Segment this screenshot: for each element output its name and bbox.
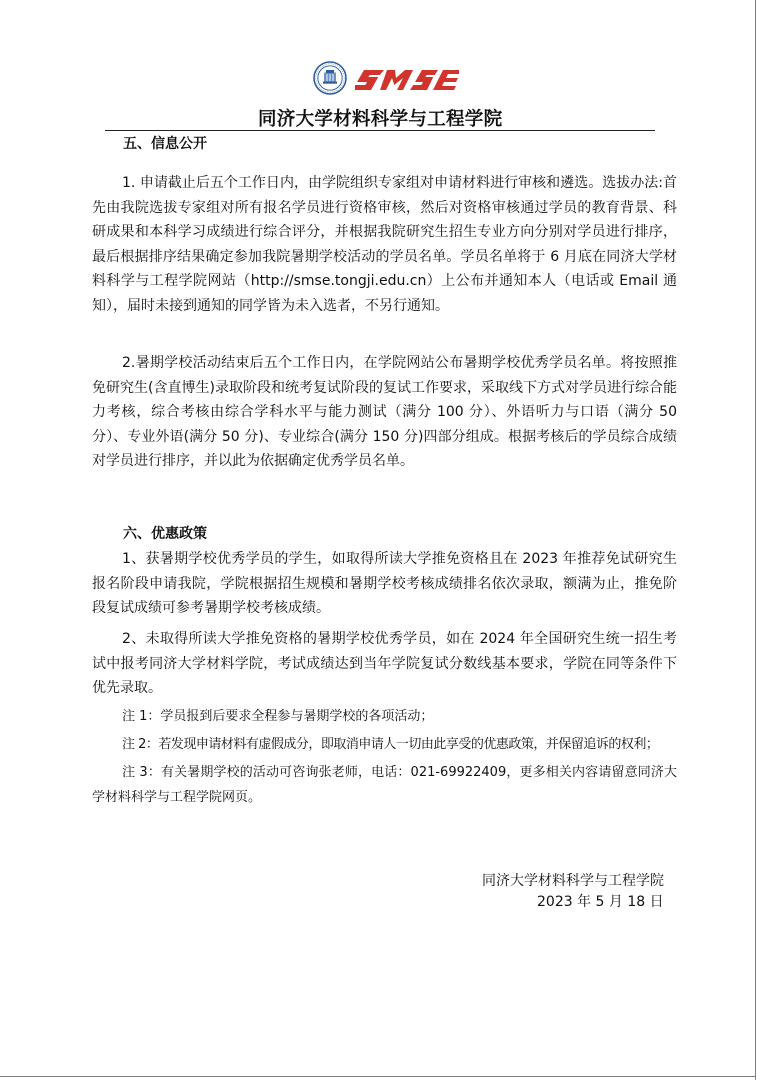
section-heading-info-disclosure: 五、信息公开 (123, 136, 207, 152)
note-1: 注 1：学员报到后要求全程参与暑期学校的各项活动； (122, 709, 434, 724)
smse-logo (355, 66, 459, 94)
page-border-right (755, 0, 756, 1080)
institution-header-title: 同济大学材料科学与工程学院 (258, 109, 503, 130)
tongji-university-seal-icon (313, 61, 347, 95)
note-2: 注 2：若发现申请材料有虚假成分，即取消申请人一切由此享受的优惠政策，并保留追诉的权利； (122, 737, 659, 752)
paragraph-policy-1: 1、获暑期学校优秀学员的学生，如取得所读大学推免资格且在 2023 年推荐免试研究生报名阶段申请我院，学院根据招生规模和暑期学校考核成绩排名依次录取，额满为止，推免阶段复试成绩可参考暑期学校考核成绩。 (92, 551, 677, 617)
note-3: 注 3：有关暑期学校的活动可咨询张老师，电话：021-69922409，更多相关内容请留意同济大学材料科学与工程学院网页。 (92, 765, 677, 805)
signature-organization: 同济大学材料科学与工程学院 (482, 873, 664, 889)
page-border-bottom (0, 1076, 756, 1077)
section-heading-preferential-policy: 六、优惠政策 (123, 526, 207, 542)
header-divider (105, 130, 655, 131)
paragraph-excellent-students: 2.暑期学校活动结束后五个工作日内，在学院网站公布暑期学校优秀学员名单。将按照推免研究生(含直博生)录取阶段和统考复试阶段的复试工作要求，采取线下方式对学员进行综合能力考核，综合考核由综合学科水平与能力测试（满分 100 分）、外语听力与口语（满分 50 分）、专业外语(满分 50 分)、专业综合(满分 150 分)四部分组成。根据考核后的学员综合成绩对学员进行排序，并以此为依据确定优秀学员名单。 (92, 355, 677, 470)
signature-date: 2023 年 5 月 18 日 (537, 894, 664, 910)
paragraph-review-process: 1. 申请截止后五个工作日内，由学院组织专家组对申请材料进行审核和遴选。选拔办法:首先由我院选拔专家组对所有报名学员进行资格审核，然后对资格审核通过学员的教育背景、科研成果和本科学习成绩进行综合评分，并根据我院研究生招生专业方向分别对学员进行排序，最后根据排序结果确定参加我院暑期学校活动的学员名单。学员名单将于 6 月底在同济大学材料科学与工程学院网站（http://smse.tongji.edu.cn）上公布并通知本人（电话或 Email 通知），届时未接到通知的同学皆为未入选者，不另行通知。 (92, 175, 677, 314)
paragraph-policy-2: 2、未取得所读大学推免资格的暑期学校优秀学员，如在 2024 年全国研究生统一招生考试中报考同济大学材料学院，考试成绩达到当年学院复试分数线基本要求，学院在同等条件下优先录取。 (92, 631, 677, 697)
